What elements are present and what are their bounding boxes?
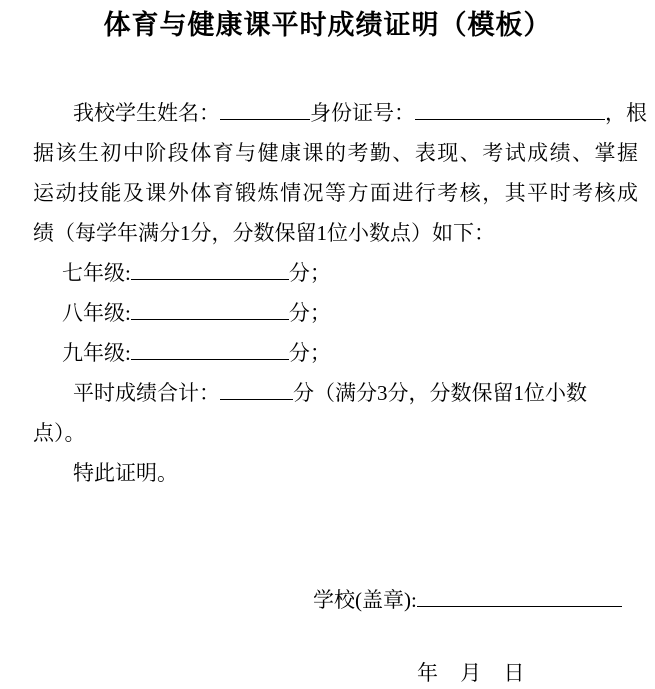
total-line-2: 点）。 <box>33 421 86 445</box>
student-name-label: 我校学生姓名： <box>73 101 220 125</box>
intro-line-1-tail: ，根 <box>605 101 647 125</box>
school-seal-label: 学校(盖章): <box>313 588 417 612</box>
grade9-label: 九年级: <box>62 341 131 365</box>
intro-line-3: 运动技能及课外体育锻炼情况等方面进行考核，其平时考核成 <box>33 181 638 205</box>
total-line-1 <box>33 373 638 413</box>
id-number-label: 身份证号： <box>310 101 415 125</box>
grade8-label: 八年级: <box>62 301 131 325</box>
total-score-blank <box>220 378 293 400</box>
grade-line-9 <box>33 333 638 373</box>
grade9-suffix: 分； <box>288 341 331 365</box>
grade7-label: 七年级: <box>62 261 131 285</box>
student-name-blank <box>220 98 310 120</box>
grade7-score-blank <box>131 258 289 280</box>
grade-line-8 <box>33 293 638 333</box>
intro-line-4: 绩（每学年满分1分，分数保留1位小数点）如下： <box>33 221 495 245</box>
grade-line-7 <box>33 253 638 293</box>
closing-statement: 特此证明。 <box>73 461 178 485</box>
document-title: 体育与健康课平时成绩证明（模板） <box>103 10 552 40</box>
grade8-score-blank <box>131 298 289 320</box>
school-seal-blank <box>417 585 622 607</box>
total-score-label: 平时成绩合计： <box>73 381 220 405</box>
grade7-suffix: 分； <box>288 261 331 285</box>
date-line: 年 月 日 <box>417 661 525 685</box>
intro-line-2: 据该生初中阶段体育与健康课的考勤、表现、考试成绩、掌握 <box>33 141 638 165</box>
grade9-score-blank <box>131 338 289 360</box>
signature-line <box>33 580 638 620</box>
grade8-suffix: 分； <box>288 301 331 325</box>
id-number-blank <box>415 98 605 120</box>
intro-line-1 <box>33 93 647 133</box>
total-line-1-suffix: 分（满分3分，分数保留1位小数 <box>293 381 587 405</box>
document-body <box>0 93 655 689</box>
